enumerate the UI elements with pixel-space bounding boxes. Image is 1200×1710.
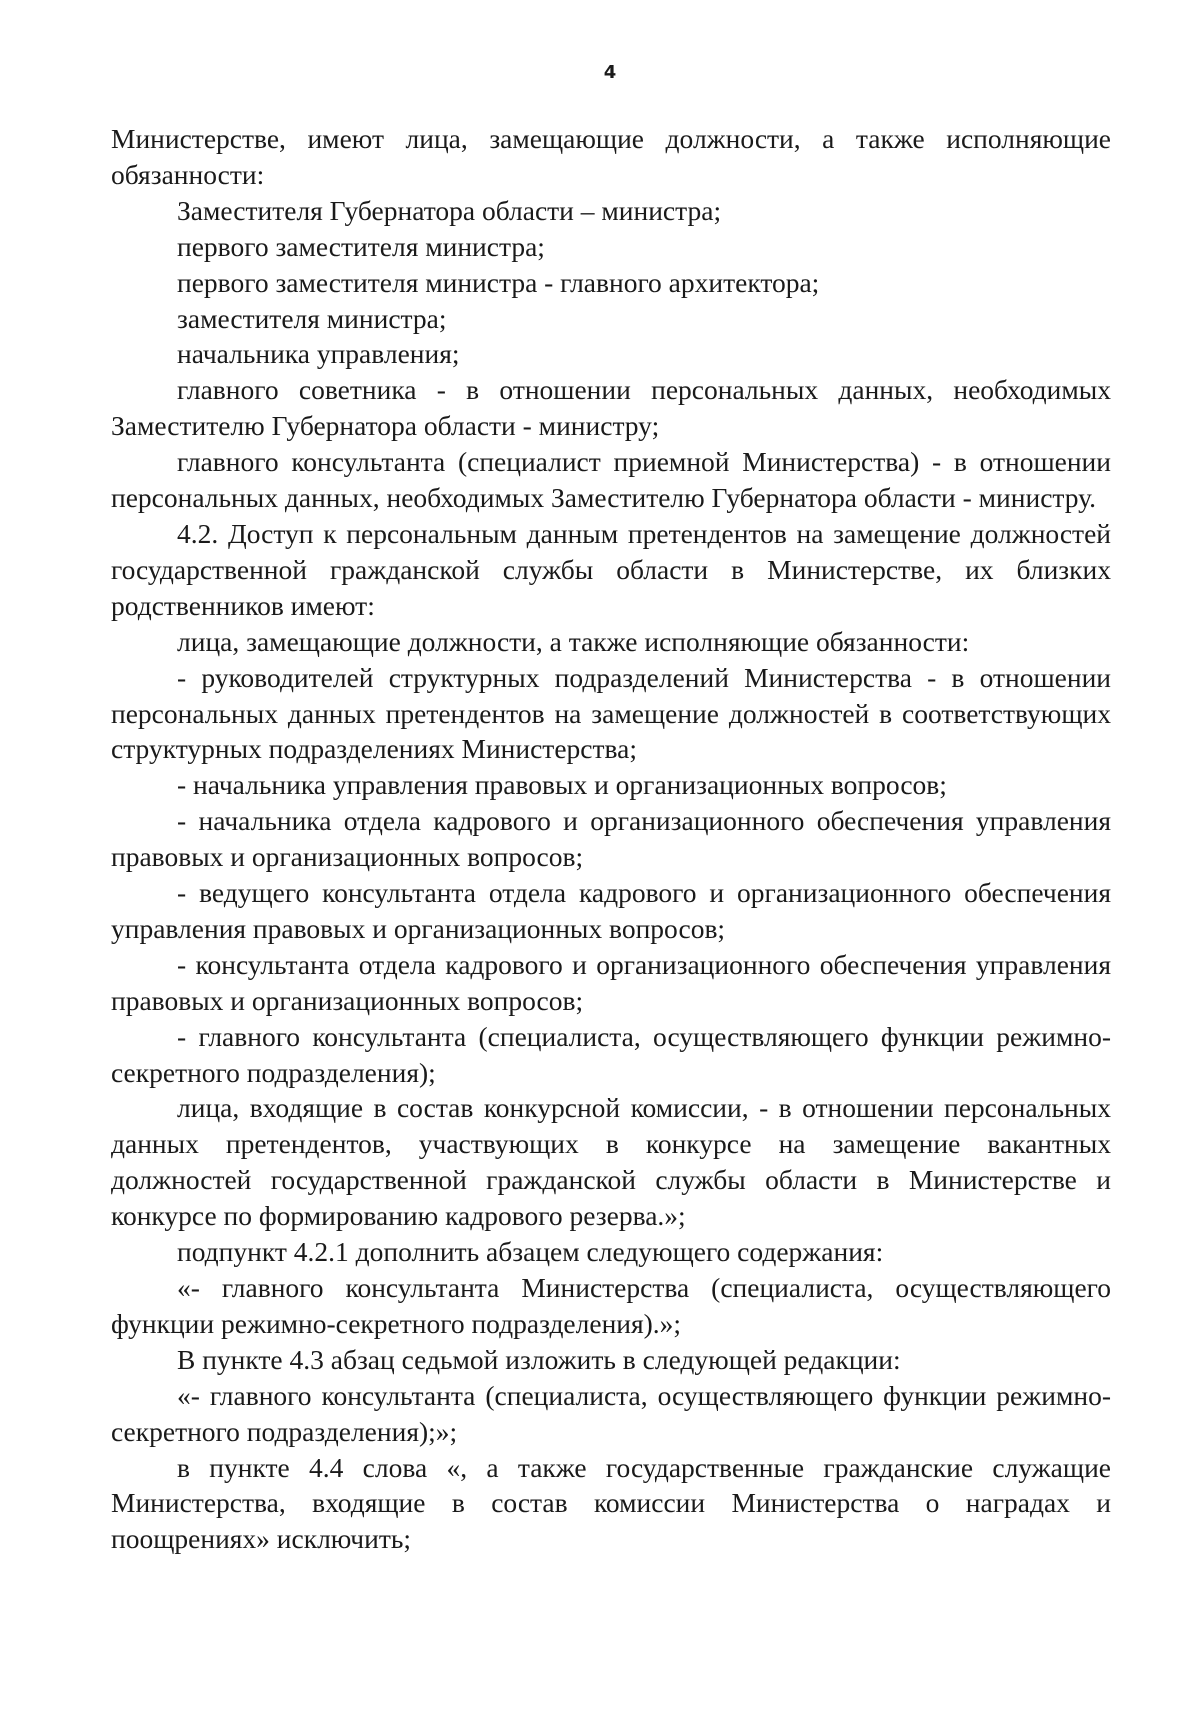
paragraph: - начальника отдела кадрового и организационного обеспечения управления правовых и организационных вопросов; [111, 805, 1111, 873]
paragraph: в пункте 4.4 слова «, а также государственные гражданские служащие Министерства, входящие в состав комиссии Министерства о наградах и поощрениях» исключить; [111, 1451, 1111, 1555]
paragraph: В пункте 4.3 абзац седьмой изложить в следующей редакции: [177, 1343, 901, 1375]
paragraph: подпункт 4.2.1 дополнить абзацем следующего содержания: [177, 1236, 884, 1268]
document-body [111, 121, 1111, 1557]
paragraph: первого заместителя министра; [177, 230, 545, 262]
paragraph: главного советника - в отношении персональных данных, необходимых Заместителю Губернатора области - министру; [111, 374, 1111, 442]
paragraph: главного консультанта (специалист приемной Министерства) - в отношении персональных данных, необходимых Заместителю Губернатора области - министру. [111, 446, 1111, 514]
paragraph: - главного консультанта (специалиста, осуществляющего функции режимно-секретного подразделения); [111, 1020, 1111, 1088]
paragraph: лица, входящие в состав конкурсной комиссии, - в отношении персональных данных претендентов, участвующих в конкурсе на замещение вакантных должностей государственной гражданской службы области в Министерстве и конкурсе по формированию кадрового резерва.»; [111, 1092, 1111, 1232]
paragraph: - руководителей структурных подразделений Министерства - в отношении персональных данных претендентов на замещение должностей в соответствующих структурных подразделениях Министерства; [111, 661, 1111, 765]
paragraph: заместителя министра; [177, 302, 447, 334]
paragraph: - начальника управления правовых и организационных вопросов; [177, 769, 947, 801]
paragraph: - консультанта отдела кадрового и организационного обеспечения управления правовых и организационных вопросов; [111, 948, 1111, 1016]
paragraph: 4.2. Доступ к персональным данным претендентов на замещение должностей государственной гражданской службы области в Министерстве, их близких родственников имеют: [111, 517, 1111, 621]
paragraph: лица, замещающие должности, а также исполняющие обязанности: [177, 625, 970, 657]
paragraph: Заместителя Губернатора области – министра; [177, 194, 722, 226]
paragraph: «- главного консультанта Министерства (специалиста, осуществляющего функции режимно-секретного подразделения).»; [111, 1272, 1111, 1339]
paragraph: начальника управления; [177, 338, 460, 370]
paragraph: - ведущего консультанта отдела кадрового и организационного обеспечения управления правовых и организационных вопросов; [111, 877, 1111, 944]
page-number: 4 [603, 62, 617, 83]
paragraph: первого заместителя министра - главного архитектора; [177, 266, 820, 298]
paragraph: «- главного консультанта (специалиста, осуществляющего функции режимно-секретного подразделения);»; [111, 1379, 1111, 1447]
paragraph: Министерстве, имеют лица, замещающие должности, а также исполняющие обязанности: [111, 123, 1111, 190]
